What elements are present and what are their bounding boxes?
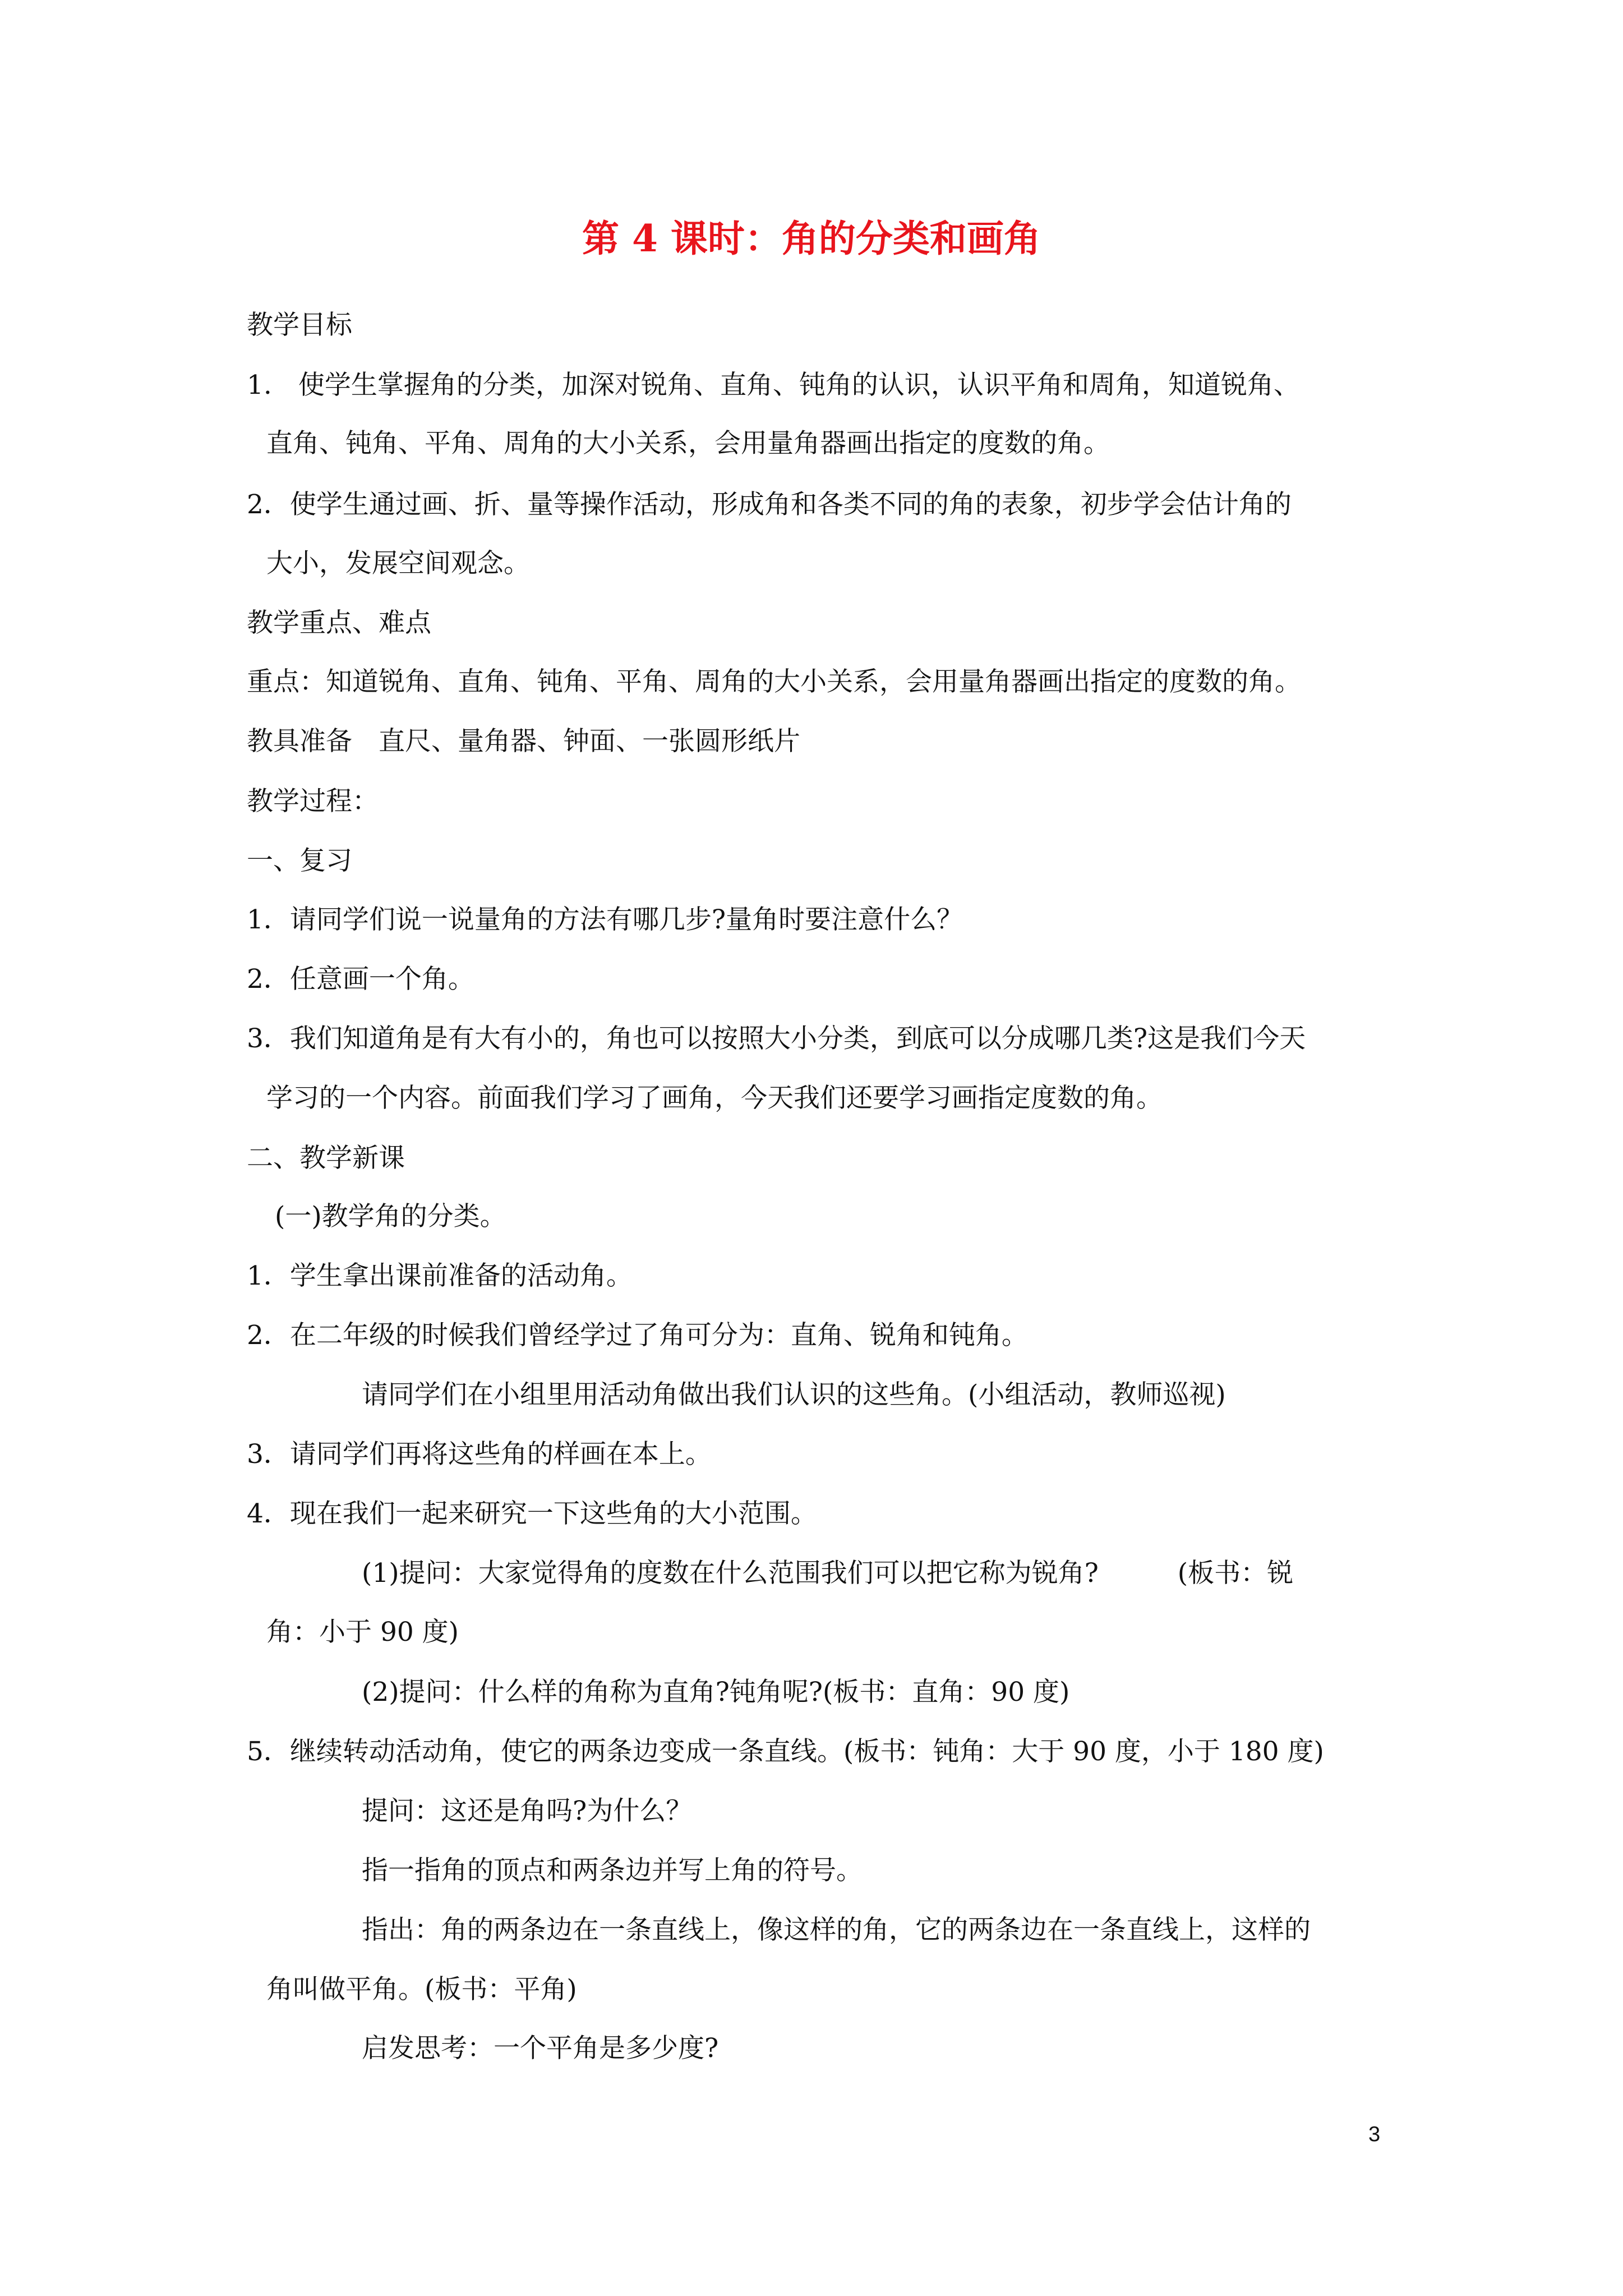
lesson-item-5-instruction: 指一指角的顶点和两条边并写上角的符号。 <box>362 1855 863 1886</box>
teaching-aids: 教具准备 直尺、量角器、钟面、一张圆形纸片 <box>247 726 800 757</box>
review-item-1: 1．请同学们说一说量角的方法有哪几步?量角时要注意什么？ <box>247 904 963 935</box>
objective-1-line-2: 直角、钝角、平角、周角的大小关系，会用量角器画出指定的度数的角。 <box>266 428 1110 459</box>
section-heading-key-points: 教学重点、难点 <box>247 608 431 638</box>
lesson-title: 第 4 课时：角的分类和画角 <box>582 217 1041 260</box>
lesson-item-5-explanation-line-2: 角叫做平角。(板书：平角) <box>266 1974 577 2005</box>
review-item-2: 2．任意画一个角。 <box>247 964 474 995</box>
review-item-3-line-2: 学习的一个内容。前面我们学习了画角，今天我们还要学习画指定度数的角。 <box>266 1083 1163 1114</box>
objective-2-line-1: 2．使学生通过画、折、量等操作活动，形成角和各类不同的角的表象，初步学会估计角的 <box>247 489 1292 520</box>
section-heading-objectives: 教学目标 <box>247 310 352 341</box>
page-number: 3 <box>1368 2123 1381 2146</box>
lesson-item-5-explanation-line-1: 指出：角的两条边在一条直线上，像这样的角，它的两条边在一条直线上，这样的 <box>362 1915 1311 1945</box>
subsection-angle-classification: (一)教学角的分类。 <box>275 1201 506 1232</box>
lesson-item-3: 3．请同学们再将这些角的样画在本上。 <box>247 1439 712 1470</box>
lesson-item-5-prompt: 启发思考：一个平角是多少度? <box>362 2033 719 2064</box>
review-item-3-line-1: 3．我们知道角是有大有小的，角也可以按照大小分类，到底可以分成哪几类?这是我们今天 <box>247 1023 1306 1054</box>
part-heading-review: 一、复习 <box>247 845 352 876</box>
objective-2-line-2: 大小，发展空间观念。 <box>266 548 530 579</box>
lesson-item-1: 1．学生拿出课前准备的活动角。 <box>247 1260 633 1291</box>
lesson-item-2-activity: 请同学们在小组里用活动角做出我们认识的这些角。(小组活动，教师巡视) <box>362 1379 1226 1410</box>
part-heading-new-lesson: 二、教学新课 <box>247 1143 405 1174</box>
section-heading-process: 教学过程： <box>247 786 379 817</box>
key-point-text: 重点：知道锐角、直角、钝角、平角、周角的大小关系，会用量角器画出指定的度数的角。 <box>247 666 1301 697</box>
objective-1-line-1: 1. 使学生掌握角的分类，加深对锐角、直角、钝角的认识，认识平角和周角，知道锐角、 <box>247 370 1300 401</box>
lesson-item-4: 4．现在我们一起来研究一下这些角的大小范围。 <box>247 1498 817 1529</box>
lesson-item-4-question-1-line-2: 角：小于 90 度) <box>266 1617 459 1648</box>
lesson-item-5-question: 提问：这还是角吗?为什么？ <box>362 1796 693 1826</box>
lesson-item-4-question-2: (2)提问：什么样的角称为直角?钝角呢?(板书：直角：90 度) <box>362 1677 1070 1708</box>
lesson-item-5: 5．继续转动活动角，使它的两条边变成一条直线。(板书：钝角：大于 90 度，小于 180 度) <box>247 1736 1324 1767</box>
lesson-item-2: 2．在二年级的时候我们曾经学过了角可分为：直角、锐角和钝角。 <box>247 1320 1028 1351</box>
lesson-item-4-question-1-line-1: (1)提问：大家觉得角的度数在什么范围我们可以把它称为锐角? (板书：锐 <box>362 1558 1294 1589</box>
